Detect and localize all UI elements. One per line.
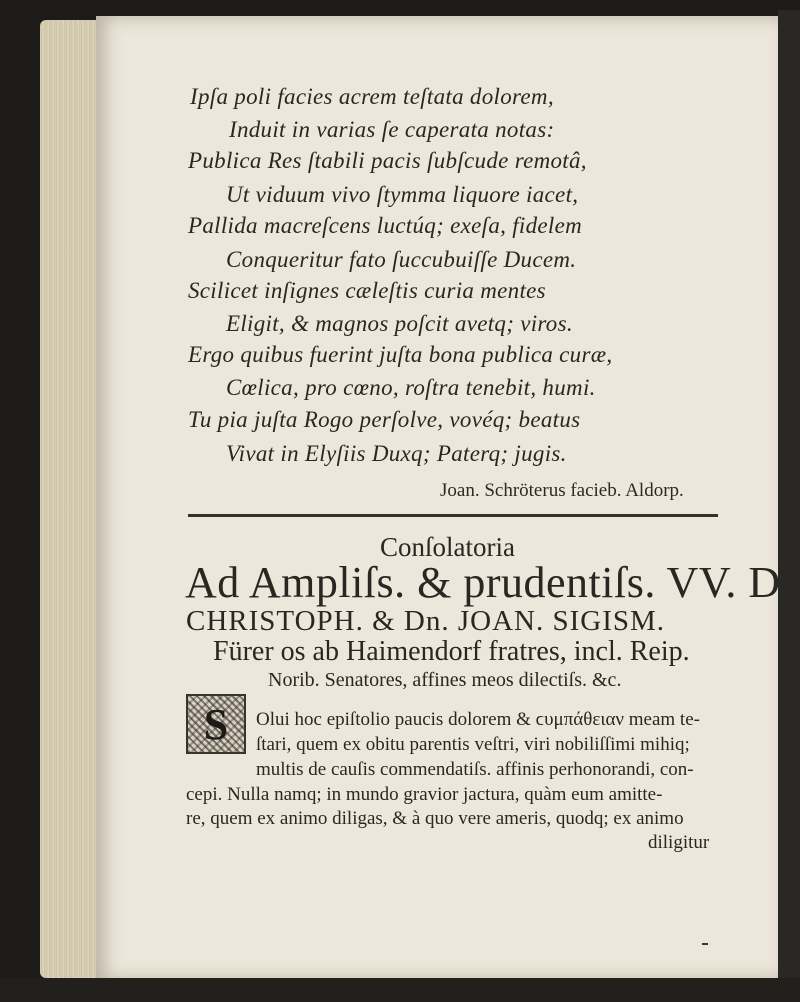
poem-line: Conqueritur fato ſuccubuiſſe Ducem. bbox=[226, 247, 577, 272]
poem-line: Scilicet inſignes cæleſtis curia mentes bbox=[188, 278, 546, 303]
poem-line: Cœlica, pro cœno, roſtra tenebit, humi. bbox=[226, 375, 596, 400]
poem-line: Pallida macreſcens luctúq; exeſa, fidelem bbox=[188, 213, 583, 238]
scan-border-bottom bbox=[0, 978, 800, 1002]
poem-line: Ipſa poli facies acrem teſtata dolorem, bbox=[190, 84, 554, 109]
heading-family: Fürer os ab Haimendorf fratres, incl. Reip. bbox=[213, 636, 690, 667]
heading-dedication: Ad Ampliſs. & prudentiſs. VV. D. bbox=[185, 558, 793, 607]
poem-line: Tu pia juſta Rogo perſolve, vovéq; beatus bbox=[188, 407, 581, 432]
body-line: diligitur bbox=[648, 832, 710, 853]
initial-letter: S bbox=[203, 699, 229, 749]
decorated-initial bbox=[186, 694, 246, 754]
heading-senators: Norib. Senatores, affines meos dilectiſs. &c. bbox=[268, 669, 622, 691]
body-line: Olui hoc epiſtolio paucis dolorem & ϲυμπάθειαν meam te- bbox=[256, 709, 700, 730]
scan-border-right bbox=[778, 10, 800, 1002]
poem-line: Induit in varias ſe caperata notas: bbox=[229, 117, 555, 142]
poem-line: Ergo quibus fuerint juſta bona publica curæ, bbox=[188, 342, 613, 367]
poem-line: Eligit, & magnos poſcit avetq; viros. bbox=[226, 311, 573, 336]
heading-names: CHRISTOPH. & Dn. JOAN. SIGISM. bbox=[186, 605, 666, 637]
poem-line: Vivat in Elyſiis Duxq; Paterq; jugis. bbox=[226, 441, 567, 466]
page-mark bbox=[702, 943, 708, 945]
section-divider bbox=[188, 514, 718, 517]
body-line: cepi. Nulla namq; in mundo gravior jactura, quàm eum amitte- bbox=[186, 784, 663, 805]
heading-consolatoria: Conſolatoria bbox=[380, 532, 515, 562]
body-line: ſtari, quem ex obitu parentis veſtri, viri nobiliſſimi mihiq; bbox=[256, 734, 690, 755]
poem-signature: Joan. Schröterus facieb. Aldorp. bbox=[440, 480, 684, 501]
body-line: re, quem ex animo diligas, & à quo vere ameris, quodq; ex animo bbox=[186, 808, 684, 829]
poem-line: Ut viduum vivo ſtymma liquore iacet, bbox=[226, 182, 579, 207]
poem-line: Publica Res ſtabili pacis ſubſcude remotâ, bbox=[188, 148, 587, 173]
body-line: multis de cauſis commendatiſs. affinis perhonorandi, con- bbox=[256, 759, 694, 780]
